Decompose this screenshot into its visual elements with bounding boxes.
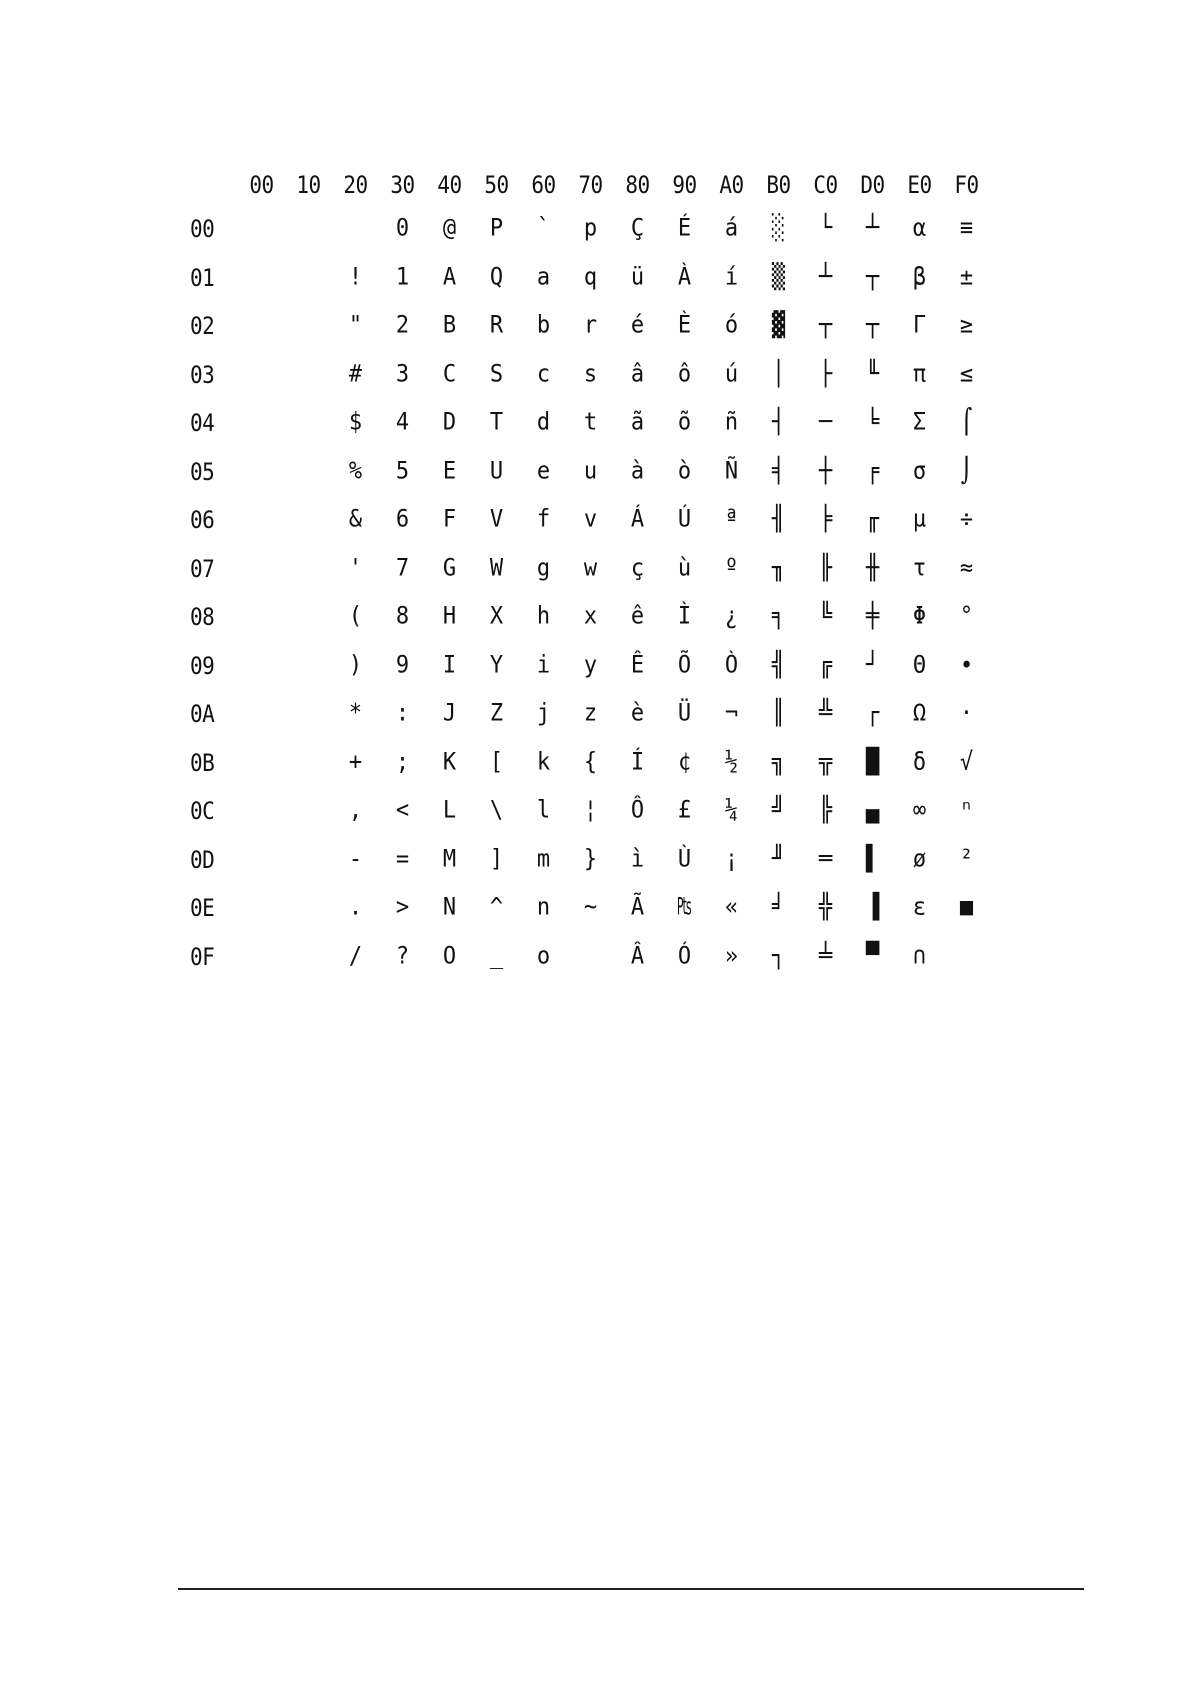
character-cell: ; [395,748,410,776]
character-cell: 8 [395,602,410,631]
character-cell: M [442,845,457,873]
character-cell: É [677,214,692,243]
character-cell: ┴ [865,214,880,243]
character-cell: b [536,311,551,340]
character-cell: Σ [912,408,927,437]
character-cell: ╦ [818,748,833,776]
character-cell: , [348,796,363,825]
character-cell: ▌ [865,845,880,873]
character-cell: ù [677,554,692,582]
row-header: 05 [190,457,215,486]
column-header: 90 [672,171,697,199]
character-cell: ¬ [724,699,739,728]
character-cell: ╕ [771,602,786,631]
character-cell: $ [348,408,363,437]
character-cell: ¢ [677,748,692,776]
column-header: 70 [578,171,603,199]
character-cell: S [489,360,504,388]
character-cell: L [442,796,457,825]
character-cell: J [442,699,457,728]
character-cell: * [348,699,363,728]
character-cell: 3 [395,360,410,388]
character-cell: s [583,360,598,388]
character-cell: ( [348,602,363,631]
character-cell: ñ [724,408,739,437]
character-cell: δ [912,748,927,776]
character-cell: ε [912,893,927,922]
character-cell: ü [630,263,645,291]
character-cell: < [395,796,410,825]
character-cell: █ [865,748,880,776]
character-cell: ▀ [865,942,880,970]
character-cell: Â [630,942,645,970]
character-cell: Θ [912,651,927,679]
row-header: 0D [190,845,215,874]
character-cell: ═ [818,845,833,873]
character-cell: √ [959,748,974,776]
character-cell: │ [771,360,786,388]
character-cell: z [583,699,598,728]
character-cell: 4 [395,408,410,437]
character-cell: ø [912,845,927,873]
character-cell: c [536,360,551,388]
table-row [190,642,974,691]
character-cell: / [348,942,363,970]
character-cell: F [442,505,457,534]
table-row [190,787,974,836]
character-cell: % [348,457,363,485]
character-cell: ¿ [724,602,739,631]
character-cell: à [630,457,645,485]
row-header: 07 [190,554,215,583]
character-cell: Ã [630,893,645,922]
character-cell: C [442,360,457,388]
character-cell: l [536,796,551,825]
character-cell: Ó [677,942,692,970]
character-cell: ª [724,505,739,534]
character-cell: ╖ [771,554,786,582]
character-cell: è [630,699,645,728]
character-cell: Q [489,263,504,291]
character-cell: 0 [395,214,410,243]
character-cell: ò [677,457,692,485]
character-cell: ± [959,263,974,291]
character-cell: 2 [395,311,410,340]
character-cell: ¼ [724,796,739,825]
character-cell: ╝ [771,796,786,825]
row-header: 06 [190,506,215,535]
character-cell: ╜ [771,845,786,873]
column-header: 40 [437,171,462,199]
character-cell: ▄ [865,796,880,825]
row-header: 03 [190,360,215,389]
row-header: 0C [190,797,215,826]
character-cell: À [677,263,692,291]
character-cell: á [724,214,739,243]
character-cell: Õ [677,651,692,679]
character-cell: [ [489,748,504,776]
character-cell: â [630,360,645,388]
character-cell: p [583,214,598,243]
character-cell: k [536,748,551,776]
table-row [190,302,974,351]
character-cell: ô [677,360,692,388]
table-row [190,496,974,545]
character-cell: { [583,748,598,776]
character-cell: ╬ [818,893,833,922]
character-cell: ≡ [959,214,974,243]
character-cell: ó [724,311,739,340]
character-cell: ¦ [583,796,598,825]
column-header: 00 [249,171,274,199]
character-cell: ╣ [771,651,786,679]
row-header: 02 [190,312,215,341]
character-cell: O [442,942,457,970]
row-header: 09 [190,651,215,680]
character-cell: V [489,505,504,534]
character-cell: τ [912,554,927,582]
character-cell: ║ [771,699,786,728]
character-cell: ╩ [818,699,833,728]
row-header: 04 [190,409,215,438]
character-cell: ⁿ [959,796,974,825]
character-cell: ░ [771,214,786,243]
character-cell: h [536,602,551,631]
character-cell: 1 [395,263,410,291]
character-cell: - [348,845,363,873]
character-cell: B [442,311,457,340]
table-row [190,593,974,642]
character-cell: r [583,311,598,340]
character-cell: H [442,602,457,631]
character-cell: ~ [583,893,598,922]
character-cell: Ô [630,796,645,825]
character-cell: Φ [912,602,927,631]
character-cell: ╓ [865,505,880,534]
character-cell: m [536,845,551,873]
character-cell: q [583,263,598,291]
character-cell: ⌠ [959,408,974,437]
character-cell: n [536,893,551,922]
character-cell: A [442,263,457,291]
character-cell: ç [630,554,645,582]
table-row [190,836,974,885]
character-cell: ╘ [865,408,880,437]
character-cell: P [489,214,504,243]
character-cell: Ì [677,602,692,631]
character-cell: ÷ [959,505,974,534]
character-cell: Ê [630,651,645,679]
character-cell: u [583,457,598,485]
column-header: C0 [813,171,838,199]
character-cell: α [912,214,927,243]
character-cell: ' [348,554,363,582]
column-header: 10 [296,171,321,199]
character-cell: Z [489,699,504,728]
character-cell: ─ [818,408,833,437]
character-cell: é [630,311,645,340]
character-cell: ê [630,602,645,631]
character-cell: ├ [818,360,833,388]
character-cell: W [489,554,504,582]
character-cell: ■ [959,893,974,922]
character-cell: Ò [724,651,739,679]
character-cell: ▒ [771,263,786,291]
character-cell: └ [818,214,833,243]
character-cell: ┌ [865,699,880,728]
character-cell: a [536,263,551,291]
character-cell: w [583,554,598,582]
character-cell: E [442,457,457,485]
character-cell: ≥ [959,311,974,340]
character-cell: ½ [724,748,739,776]
character-cell: : [395,699,410,728]
character-cell: ┬ [865,311,880,340]
character-cell: T [489,408,504,437]
character-cell: ┼ [818,457,833,485]
character-cell: º [724,554,739,582]
character-cell: i [536,651,551,679]
row-header: 0A [190,700,215,729]
character-cell: ∞ [912,796,927,825]
character-cell: ╠ [818,796,833,825]
character-cell: ╛ [771,893,786,922]
row-header: 0F [190,942,215,971]
character-cell: ╞ [818,505,833,534]
table-row [190,545,974,594]
character-cell: D [442,408,457,437]
character-cell: ╔ [818,651,833,679]
character-cell: ` [536,214,551,243]
character-cell: Ω [912,699,927,728]
column-header: D0 [860,171,885,199]
character-cell: » [724,942,739,970]
table-row [190,448,974,497]
character-cell: > [395,893,410,922]
character-cell: Ü [677,699,692,728]
character-cell: ú [724,360,739,388]
column-header: B0 [766,171,791,199]
character-cell: ╫ [865,554,880,582]
character-cell: ° [959,602,974,631]
character-cell: £ [677,796,692,825]
character-cell: ≤ [959,360,974,388]
character-cell: ┘ [865,651,880,679]
character-cell: ╡ [771,457,786,485]
character-cell: ╧ [818,942,833,970]
column-header: 50 [484,171,509,199]
character-cell: N [442,893,457,922]
character-cell: « [724,893,739,922]
character-cell: v [583,505,598,534]
table-row [190,205,974,254]
character-cell: X [489,602,504,631]
character-cell: o [536,942,551,970]
character-cell: ╒ [865,457,880,485]
character-cell: & [348,505,363,534]
column-header: F0 [954,171,979,199]
column-header: E0 [907,171,932,199]
character-cell: . [348,893,363,922]
character-cell: } [583,845,598,873]
character-cell: ┐ [771,942,786,970]
row-header: 01 [190,263,215,292]
character-cell: Ç [630,214,645,243]
character-cell: ! [348,263,363,291]
character-cell: # [348,360,363,388]
character-cell: ⌡ [959,457,974,485]
character-cell: G [442,554,457,582]
character-cell: d [536,408,551,437]
character-cell: e [536,457,551,485]
character-cell: ▓ [771,311,786,340]
character-cell: π [912,360,927,388]
character-cell: g [536,554,551,582]
character-cell: ? [395,942,410,970]
character-cell: ² [959,845,974,873]
row-header: 00 [190,215,215,244]
character-cell: R [489,311,504,340]
character-cell: Ú [677,505,692,534]
character-cell: t [583,408,598,437]
character-cell: ╢ [771,505,786,534]
character-cell: ╙ [865,360,880,388]
character-cell: σ [912,457,927,485]
character-cell: È [677,311,692,340]
character-cell: @ [442,214,457,243]
character-cell: ┤ [771,408,786,437]
character-cell: í [724,263,739,291]
column-header: 80 [625,171,650,199]
character-cell: ┬ [865,263,880,291]
row-header: 08 [190,603,215,632]
character-cell: Á [630,505,645,534]
character-cell: 9 [395,651,410,679]
character-cell: ≈ [959,554,974,582]
character-cell: 5 [395,457,410,485]
character-cell: K [442,748,457,776]
character-cell: Ù [677,845,692,873]
character-cell: _ [489,942,504,970]
character-cell: ¡ [724,845,739,873]
character-cell: j [536,699,551,728]
table-body [190,205,974,981]
column-header: 60 [531,171,556,199]
table-row [190,933,970,982]
column-header: 30 [390,171,415,199]
character-cell: ╪ [865,602,880,631]
character-cell: ╗ [771,748,786,776]
character-cell: \ [489,796,504,825]
character-cell: ∙ [959,651,974,679]
character-cell: y [583,651,598,679]
character-cell: x [583,602,598,631]
character-cell: Y [489,651,504,679]
table-row [190,351,974,400]
character-cell: Í [630,748,645,776]
row-header: 0E [190,894,215,923]
character-cell: ì [630,845,645,873]
table-row [190,399,974,448]
character-cell: ╚ [818,602,833,631]
table-row [190,739,974,788]
table-row [190,884,974,933]
character-cell: µ [912,505,927,534]
character-cell: õ [677,408,692,437]
row-header: 0B [190,748,215,777]
character-cell: ┴ [818,263,833,291]
character-cell: · [959,699,974,728]
character-cell: 6 [395,505,410,534]
character-cell: + [348,748,363,776]
column-header: A0 [719,171,744,199]
character-cell: ã [630,408,645,437]
character-cell: ╟ [818,554,833,582]
column-header: 20 [343,171,368,199]
character-cell: ▐ [865,893,880,922]
character-cell: ) [348,651,363,679]
character-cell: 7 [395,554,410,582]
character-cell: ₧ [677,893,692,922]
table-row [190,690,974,739]
character-cell: f [536,505,551,534]
character-cell: " [348,311,363,340]
footer-divider [178,1588,1084,1590]
character-cell: β [912,263,927,291]
table-row [190,254,974,303]
column-header-row [190,165,979,205]
character-cell: U [489,457,504,485]
character-cell: ┬ [818,311,833,340]
character-cell: = [395,845,410,873]
character-cell: ^ [489,893,504,922]
character-cell: Γ [912,311,927,340]
character-cell: ∩ [912,942,927,970]
character-cell: Ñ [724,457,739,485]
character-cell: ] [489,845,504,873]
character-code-table [190,165,979,981]
character-cell: I [442,651,457,679]
